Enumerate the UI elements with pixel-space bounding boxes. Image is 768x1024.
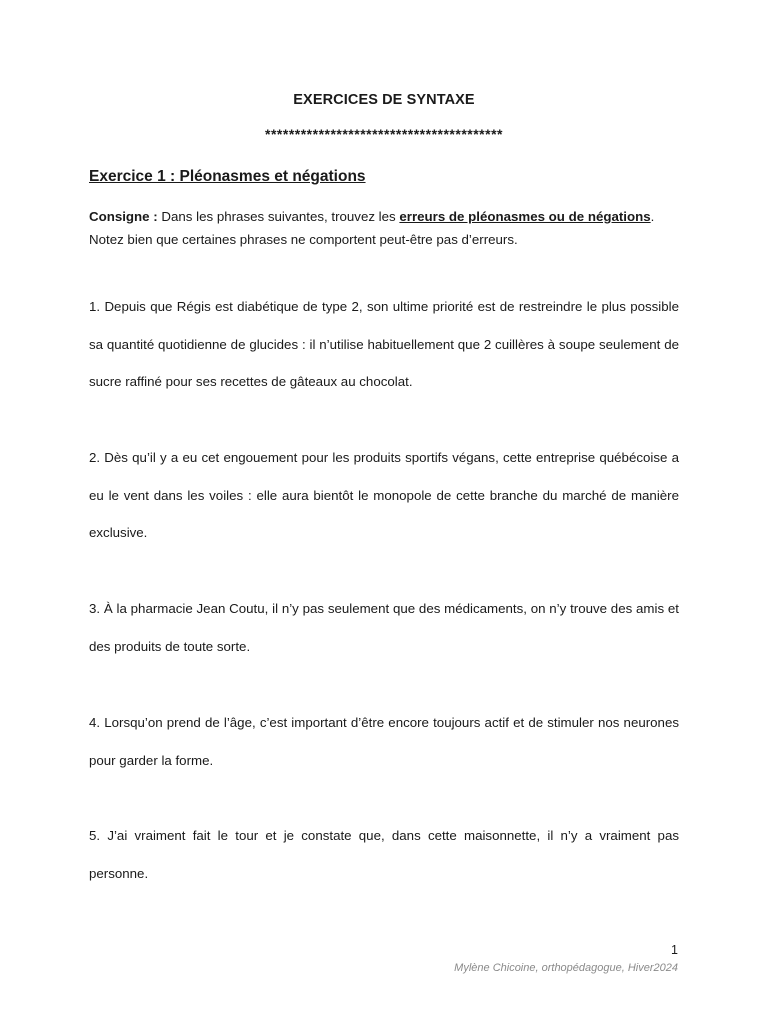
instructions-emphasis: erreurs de pléonasmes ou de négations — [399, 209, 651, 224]
exercise-item-text: 3. À la pharmacie Jean Coutu, il n’y pas seulement que des médicaments, on n’y trouve des amis et des produits de toute sorte. — [89, 601, 679, 654]
exercise-item-text: 1. Depuis que Régis est diabétique de type 2, son ultime priorité est de restreindre le plus possible sa quantité quotidienne de glucides : il n’utilise habituellement que 2 cuillères à soupe seulement de sucre raffiné pour ses recettes de gâteaux au chocolat. — [89, 299, 679, 390]
separator-line: **************************************** — [265, 126, 503, 142]
document-title: EXERCICES DE SYNTAXE — [293, 92, 475, 108]
exercise-item-3 — [89, 590, 679, 665]
exercise-item-text: 5. J’ai vraiment fait le tour et je constate que, dans cette maisonnette, il n’y a vraiment pas personne. — [89, 828, 679, 881]
instructions-text-after: . Notez bien que certaines phrases ne comportent peut-être pas d’erreurs. — [89, 209, 655, 247]
exercise-item-2 — [89, 439, 679, 552]
exercise-item-text: 2. Dès qu’il y a eu cet engouement pour les produits sportifs végans, cette entreprise québécoise a eu le vent dans les voiles : elle aura bientôt le monopole de cette branche du marché de manière exclusive. — [89, 450, 679, 541]
exercise-item-5 — [89, 817, 679, 892]
instructions-paragraph — [89, 205, 681, 251]
exercise-item-1 — [89, 288, 679, 401]
exercise-title: Exercice 1 : Pléonasmes et négations — [89, 168, 366, 185]
page-footer: Mylène Chicoine, orthopédagogue, Hiver2024 — [454, 962, 678, 974]
instructions-label: Consigne : — [89, 209, 158, 224]
instructions-text-before: Dans les phrases suivantes, trouvez les — [157, 209, 400, 224]
exercise-item-text: 4. Lorsqu’on prend de l’âge, c’est important d’être encore toujours actif et de stimuler nos neurones pour garder la forme. — [89, 715, 679, 768]
page-number: 1 — [671, 943, 678, 957]
exercise-item-4 — [89, 704, 679, 779]
